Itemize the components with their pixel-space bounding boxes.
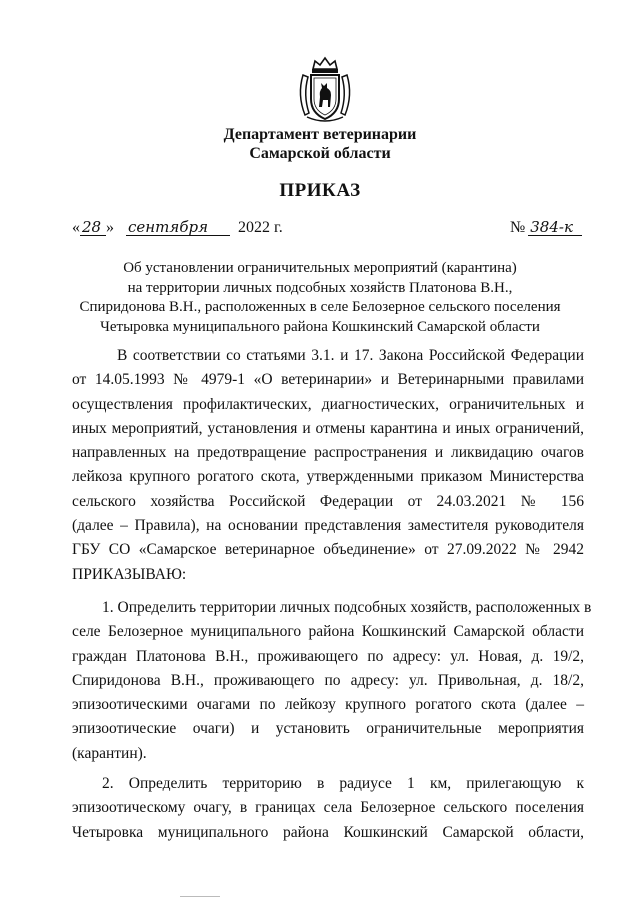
subject-line: Спиридонова В.Н., расположенных в селе Белозерное сельского поселения	[79, 299, 561, 315]
body-line: эпизоотическими очагами по лейкозу крупного рогатого скота (далее –	[72, 696, 584, 714]
item-1-paragraph	[72, 596, 592, 766]
coat-of-arms-icon	[293, 55, 357, 123]
body-line: (далее – Правила), на основании представления заместителя руководителя	[72, 517, 584, 535]
body-line: ГБУ СО «Самарское ветеринарное объединение» от 27.09.2022 № 2942	[72, 541, 584, 559]
date-field	[72, 218, 283, 238]
item-2-paragraph	[72, 772, 584, 845]
body-line: 2. Определить территорию в радиусе 1 км, прилегающую к	[102, 775, 584, 792]
date-year: 2022 г.	[238, 219, 283, 236]
body-line: иных мероприятий, установления и отмены карантина и иных ограничений,	[72, 419, 584, 437]
body-line: 1. Определить территории личных подсобных хозяйств, расположенных в	[102, 599, 592, 616]
department-name-line1: Департамент ветеринарии	[223, 126, 417, 143]
body-line: направленных на предотвращение распространения и ликвидацию очагов	[72, 444, 584, 462]
body-line: лейкоза крупного рогатого скота, утвержденными приказом Министерства	[72, 468, 584, 486]
order-subject	[60, 259, 580, 337]
body-line: осуществления профилактических, диагностических, ограничительных и	[72, 395, 584, 413]
order-number-field	[510, 218, 582, 238]
body-line: от 14.05.1993 № 4979-1 «О ветеринарии» и Ветеринарными правилами	[72, 371, 584, 389]
subject-line: Четыровка муниципального района Кошкинский Самарской области	[100, 318, 540, 335]
date-open-quote: «	[72, 219, 80, 236]
order-number-handwritten: 384-к	[528, 219, 582, 236]
body-line: эпизоотическому очагу, в границах села Белозерное сельского поселения	[72, 799, 584, 817]
body-line-orders: ПРИКАЗЫВАЮ:	[72, 565, 187, 583]
intro-paragraph	[72, 344, 584, 587]
department-name-line2: Самарской области	[249, 145, 391, 162]
body-line: В соответствии со статьями 3.1. и 17. Закона Российской Федерации	[117, 347, 584, 364]
body-line: Четыровка муниципального района Кошкинский Самарской области,	[72, 823, 584, 841]
page-bottom-mark	[180, 896, 220, 897]
body-line: Спиридонова В.Н., проживающего по адресу: ул. Привольная, д. 18/2,	[72, 671, 584, 689]
body-line: граждан Платонова В.Н., проживающего по адресу: ул. Новая, д. 19/2,	[72, 647, 584, 665]
body-line: селе Белозерное муниципального района Кошкинский Самарской области	[72, 623, 584, 641]
subject-line: на территории личных подсобных хозяйств Платонова В.Н.,	[127, 279, 513, 296]
body-line: (карантин).	[72, 744, 147, 762]
document-title: ПРИКАЗ	[279, 180, 361, 201]
date-close-quote: »	[106, 219, 114, 236]
date-day-handwritten: 28	[80, 219, 106, 236]
subject-line: Об установлении ограничительных мероприятий (карантина)	[123, 260, 517, 276]
order-number-label: №	[510, 219, 526, 236]
body-line: сельского хозяйства Российской Федерации от 24.03.2021 № 156	[72, 492, 584, 510]
body-line: эпизоотические очаги) и установить ограничительные мероприятия	[72, 720, 584, 738]
date-month-handwritten: сентября	[126, 219, 230, 236]
